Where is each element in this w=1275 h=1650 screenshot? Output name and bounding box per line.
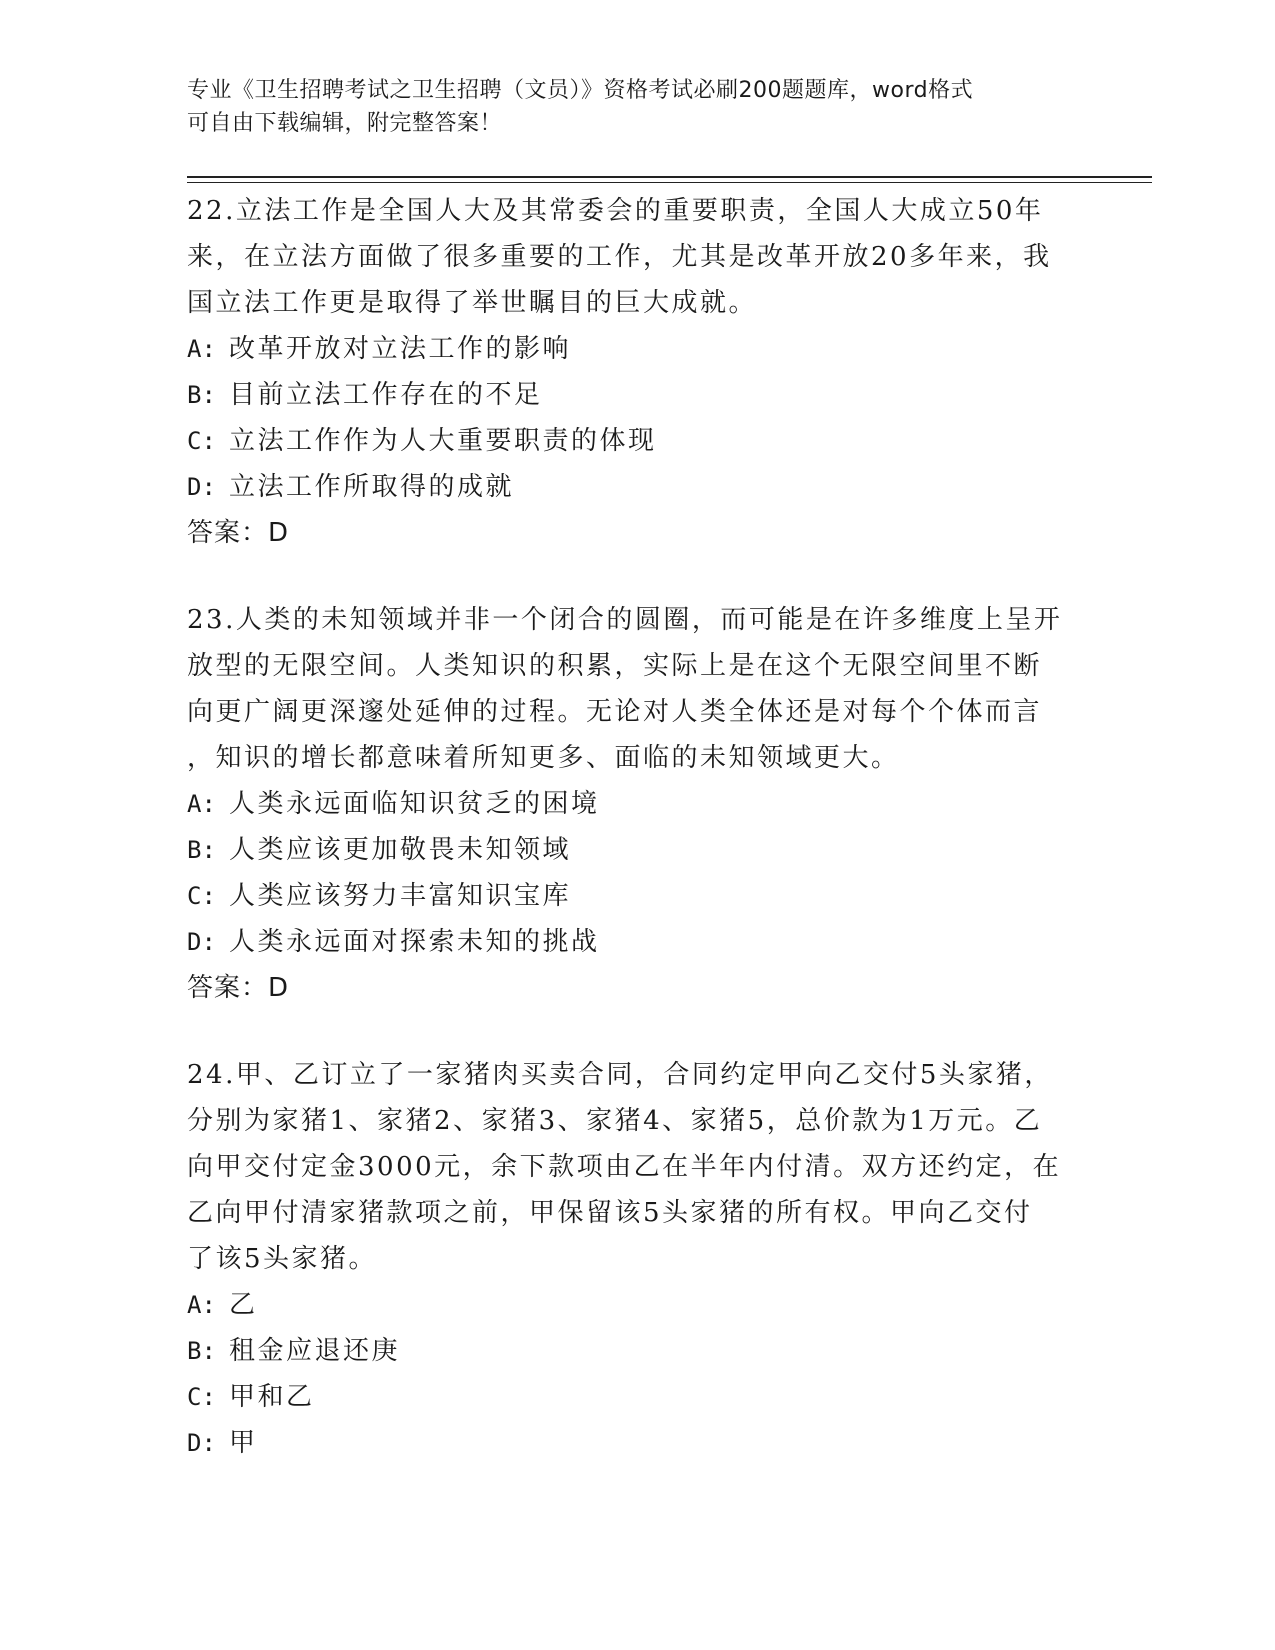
- question-23-option-c: [187, 873, 1067, 919]
- option-key: C:: [187, 1383, 216, 1411]
- header-rule-thick: [187, 176, 1152, 178]
- option-key: B:: [187, 836, 216, 864]
- header-line-2: 可自由下载编辑，附完整答案！: [187, 111, 503, 136]
- option-text: 人类永远面临知识贫乏的困境: [229, 789, 600, 819]
- option-key: A:: [187, 1291, 216, 1319]
- question-22-line-1: 22.立法工作是全国人大及其常委会的重要职责，全国人大成立50年: [187, 196, 1044, 226]
- option-text: 乙: [229, 1290, 258, 1320]
- header-rule-thin: [187, 182, 1152, 183]
- option-key: A:: [187, 335, 216, 363]
- option-text: 立法工作作为人大重要职责的体现: [229, 426, 657, 456]
- question-24: [187, 1052, 1067, 1466]
- question-24-line-3: 向甲交付定金3000元，余下款项由乙在半年内付清。双方还约定，在: [187, 1152, 1062, 1182]
- option-key: B:: [187, 381, 216, 409]
- question-22-line-2: 来，在立法方面做了很多重要的工作，尤其是改革开放20多年来，我: [187, 242, 1052, 272]
- option-text: 人类应该更加敬畏未知领域: [229, 835, 572, 865]
- option-key: D:: [187, 1429, 216, 1457]
- question-22-option-c: [187, 418, 1067, 464]
- question-24-option-a: [187, 1282, 1067, 1328]
- question-22: [187, 188, 1067, 556]
- question-22-line-3: 国立法工作更是取得了举世瞩目的巨大成就。: [187, 288, 758, 318]
- option-text: 改革开放对立法工作的影响: [229, 334, 572, 364]
- question-23-line-3: 向更广阔更深邃处延伸的过程。无论对人类全体还是对每个个体而言: [187, 697, 1043, 727]
- option-key: C:: [187, 427, 216, 455]
- option-text: 甲: [229, 1428, 258, 1458]
- option-text: 租金应退还庚: [229, 1336, 401, 1366]
- question-23-option-a: [187, 781, 1067, 827]
- question-24-line-5: 了该5头家猪。: [187, 1244, 378, 1274]
- question-23-line-2: 放型的无限空间。人类知识的积累，实际上是在这个无限空间里不断: [187, 651, 1043, 681]
- document-header: [187, 74, 1067, 140]
- question-24-line-2: 分别为家猪1、家猪2、家猪3、家猪4、家猪5，总价款为1万元。乙: [187, 1106, 1043, 1136]
- option-key: C:: [187, 882, 216, 910]
- question-24-option-b: [187, 1328, 1067, 1374]
- option-text: 人类永远面对探索未知的挑战: [229, 927, 600, 957]
- question-24-line-4: 乙向甲付清家猪款项之前，甲保留该5头家猪的所有权。甲向乙交付: [187, 1198, 1033, 1228]
- header-line-1: 专业《卫生招聘考试之卫生招聘（文员）》资格考试必刷200题题库，word格式: [187, 78, 974, 103]
- question-23-option-d: [187, 919, 1067, 965]
- question-24-option-c: [187, 1374, 1067, 1420]
- question-22-answer: 答案：D: [187, 518, 290, 548]
- option-text: 甲和乙: [229, 1382, 315, 1412]
- question-22-option-a: [187, 326, 1067, 372]
- option-key: B:: [187, 1337, 216, 1365]
- question-23-answer: 答案：D: [187, 973, 290, 1003]
- question-24-option-d: [187, 1420, 1067, 1466]
- option-key: D:: [187, 928, 216, 956]
- question-23-option-b: [187, 827, 1067, 873]
- question-23-line-1: 23.人类的未知领域并非一个闭合的圆圈，而可能是在许多维度上呈开: [187, 605, 1063, 635]
- question-24-line-1: 24.甲、乙订立了一家猪肉买卖合同，合同约定甲向乙交付5头家猪，: [187, 1060, 1053, 1090]
- question-23-line-4: ，知识的增长都意味着所知更多、面临的未知领域更大。: [187, 743, 900, 773]
- option-text: 目前立法工作存在的不足: [229, 380, 543, 410]
- option-key: D:: [187, 473, 216, 501]
- option-text: 立法工作所取得的成就: [229, 472, 515, 502]
- question-22-option-d: [187, 464, 1067, 510]
- option-key: A:: [187, 790, 216, 818]
- option-text: 人类应该努力丰富知识宝库: [229, 881, 572, 911]
- question-23: [187, 597, 1067, 1011]
- question-22-option-b: [187, 372, 1067, 418]
